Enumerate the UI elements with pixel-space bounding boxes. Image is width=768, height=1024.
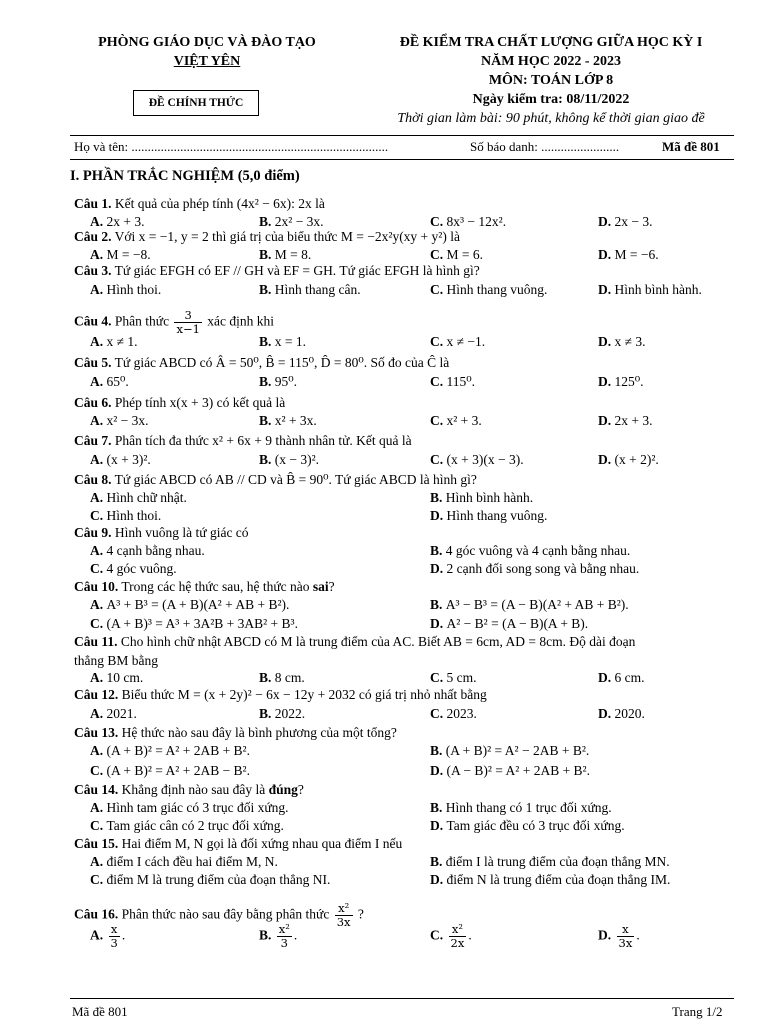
footer-page-number: Trang 1/2 bbox=[672, 1004, 723, 1019]
question-text: Phân thức bbox=[114, 313, 173, 329]
fraction-denominator: 3x bbox=[336, 915, 351, 929]
option-key: C. bbox=[430, 247, 447, 262]
option-key: D. bbox=[598, 247, 615, 262]
answer-option-d[interactable] bbox=[598, 247, 659, 263]
option-key: B. bbox=[259, 374, 275, 389]
option-text: 6 cm. bbox=[614, 670, 645, 685]
option-key: D. bbox=[598, 282, 615, 297]
answer-option-d[interactable] bbox=[430, 616, 588, 632]
option-key: B. bbox=[259, 706, 275, 721]
option-key: A. bbox=[90, 282, 107, 297]
option-text: 95⁰. bbox=[274, 374, 298, 389]
answer-option-a[interactable] bbox=[90, 597, 289, 613]
option-key: A. bbox=[90, 854, 107, 869]
option-key: A. bbox=[90, 543, 107, 558]
student-name-field: Họ và tên: ............................................................................... bbox=[74, 139, 389, 154]
option-text: x ≠ 3. bbox=[614, 334, 646, 349]
answer-option-d[interactable] bbox=[430, 818, 625, 834]
option-text: x² + 3x. bbox=[274, 413, 317, 428]
option-text: Hình chữ nhật. bbox=[106, 490, 187, 505]
option-key: A. bbox=[90, 334, 107, 349]
option-key: C. bbox=[430, 214, 447, 229]
option-key: D. bbox=[598, 452, 615, 467]
question-text: Hai điểm M, N gọi là đối xứng nhau qua điểm I nếu bbox=[121, 836, 403, 851]
option-text: 2023. bbox=[446, 706, 477, 721]
district-name: VIỆT YÊN bbox=[173, 54, 241, 69]
option-text: M = 6. bbox=[446, 247, 483, 262]
student-info-row bbox=[74, 139, 734, 157]
option-text: M = −8. bbox=[106, 247, 151, 262]
option-text: A³ − B³ = (A − B)(A² + AB + B²). bbox=[445, 597, 629, 612]
option-text: 2021. bbox=[106, 706, 137, 721]
question-label: Câu 12. bbox=[74, 687, 119, 702]
option-key: C. bbox=[430, 670, 447, 685]
question-text: Kết quả của phép tính (4x² − 6x): 2x là bbox=[114, 196, 325, 211]
question-label: Câu 1. bbox=[74, 196, 112, 211]
answer-option-b[interactable] bbox=[259, 670, 305, 686]
question-label: Câu 8. bbox=[74, 472, 112, 487]
option-key: C. bbox=[90, 763, 107, 778]
question-label: Câu 6. bbox=[74, 395, 112, 410]
answer-option-b[interactable]: B. $\frac{\text{x²}}{3}$ . bbox=[259, 922, 298, 950]
option-text: Hình bình hành. bbox=[445, 490, 534, 505]
answer-option-b[interactable] bbox=[259, 374, 297, 390]
option-key: A. bbox=[90, 927, 107, 943]
option-key: B. bbox=[430, 800, 446, 815]
option-text: Hình thoi. bbox=[106, 508, 162, 523]
answer-option-d[interactable] bbox=[430, 508, 547, 524]
option-key: B. bbox=[259, 413, 275, 428]
option-text: x ≠ 1. bbox=[106, 334, 138, 349]
option-text: Hình thang vuông. bbox=[446, 282, 548, 297]
info-divider bbox=[70, 159, 734, 160]
question-stem bbox=[74, 725, 734, 741]
option-text: M = 8. bbox=[274, 247, 312, 262]
option-key: C. bbox=[90, 616, 107, 631]
option-text: 2x + 3. bbox=[614, 413, 653, 428]
option-text: Tam giác cân có 2 trục đối xứng. bbox=[106, 818, 284, 833]
exam-duration: Thời gian làm bài: 90 phút, không kể thời gian giao đề bbox=[397, 111, 705, 126]
option-key: B. bbox=[430, 854, 446, 869]
fraction-denominator: 3 bbox=[277, 936, 292, 950]
option-text: (x + 3)(x − 3). bbox=[446, 452, 524, 467]
answer-option-b[interactable] bbox=[259, 706, 305, 722]
option-text: 2x − 3. bbox=[614, 214, 653, 229]
option-fraction bbox=[277, 923, 292, 950]
answer-option-d[interactable] bbox=[598, 374, 644, 390]
question-text: Tứ giác ABCD có AB // CD và B̂ = 90⁰. Tứ giác ABCD là hình gì? bbox=[114, 472, 477, 487]
footer-divider bbox=[70, 998, 734, 999]
option-text: 2022. bbox=[274, 706, 306, 721]
answer-option-c[interactable] bbox=[90, 872, 330, 888]
answer-option-c[interactable] bbox=[90, 763, 250, 779]
answer-option-c[interactable] bbox=[430, 334, 485, 350]
school-year: NĂM HỌC 2022 - 2023 bbox=[481, 54, 621, 69]
answer-option-a[interactable]: A. $\frac{x}{3}$ . bbox=[90, 922, 126, 950]
answer-option-b[interactable] bbox=[259, 452, 319, 468]
option-text: M = −6. bbox=[614, 247, 659, 262]
option-key: C. bbox=[90, 561, 107, 576]
answer-option-b[interactable] bbox=[259, 282, 361, 298]
question-text: Biểu thức M = (x + 2y)² − 6x − 12y + 2032 có giá trị nhỏ nhất bằng bbox=[121, 687, 487, 702]
option-text: 8x³ − 12x². bbox=[446, 214, 507, 229]
answer-option-d[interactable] bbox=[598, 334, 646, 350]
answer-option-a[interactable] bbox=[90, 374, 129, 390]
option-key: C. bbox=[430, 374, 447, 389]
answer-option-b[interactable] bbox=[430, 743, 589, 759]
option-fraction bbox=[617, 923, 635, 950]
question-stem bbox=[74, 525, 734, 541]
question-text-end: ? bbox=[328, 579, 335, 594]
answer-option-b[interactable] bbox=[430, 854, 670, 870]
question-stem bbox=[74, 472, 734, 488]
answer-option-a[interactable] bbox=[90, 706, 137, 722]
option-text: 10 cm. bbox=[106, 670, 144, 685]
option-key: A. bbox=[90, 214, 107, 229]
option-key: B. bbox=[430, 597, 446, 612]
fraction-denominator: 2x bbox=[450, 936, 465, 950]
question-emphasis: đúng bbox=[268, 782, 298, 797]
question-stem bbox=[74, 634, 734, 650]
question-text: Tứ giác ABCD có Â = 50⁰, B̂ = 115⁰, D̂ = 80⁰. Số đo của Ĉ là bbox=[114, 355, 450, 370]
option-text: 65⁰. bbox=[106, 374, 129, 389]
option-text: 125⁰. bbox=[614, 374, 644, 389]
question-fraction bbox=[174, 309, 201, 336]
question-stem-continued: thẳng BM bằng bbox=[74, 653, 158, 668]
option-fraction bbox=[109, 923, 120, 950]
question-stem bbox=[74, 309, 734, 336]
answer-option-a[interactable] bbox=[90, 743, 250, 759]
option-text: (x + 2)². bbox=[614, 452, 659, 467]
option-key: A. bbox=[90, 597, 107, 612]
option-key: A. bbox=[90, 374, 107, 389]
question-label: Câu 14. bbox=[74, 782, 119, 797]
option-key: B. bbox=[259, 670, 275, 685]
department-header bbox=[68, 33, 346, 71]
question-text: Hệ thức nào sau đây là bình phương của một tổng? bbox=[121, 725, 397, 740]
question-stem bbox=[74, 836, 734, 852]
option-text: Hình thoi. bbox=[106, 282, 162, 297]
question-stem bbox=[74, 687, 734, 703]
footer-exam-code: Mã đề 801 bbox=[72, 1004, 128, 1019]
option-text: 5 cm. bbox=[446, 670, 477, 685]
option-key: C. bbox=[430, 452, 447, 467]
fraction-numerator: 3 bbox=[184, 308, 192, 322]
answer-option-d[interactable]: D. $\frac{x}{3x}$ . bbox=[598, 922, 640, 950]
fraction-numerator: x bbox=[622, 922, 629, 936]
question-text: Hình vuông là tứ giác có bbox=[114, 525, 249, 540]
question-text: Phép tính x(x + 3) có kết quả là bbox=[114, 395, 286, 410]
answer-option-c[interactable] bbox=[430, 247, 483, 263]
option-key: B. bbox=[430, 743, 446, 758]
answer-option-c[interactable] bbox=[430, 214, 506, 230]
question-stem bbox=[74, 196, 734, 212]
option-text: x ≠ −1. bbox=[446, 334, 486, 349]
fraction-denominator: x−1 bbox=[176, 322, 200, 336]
option-text: Hình bình hành. bbox=[614, 282, 702, 297]
question-stem bbox=[74, 229, 734, 245]
option-key: A. bbox=[90, 706, 107, 721]
option-key: D. bbox=[598, 413, 615, 428]
option-key: B. bbox=[430, 490, 446, 505]
answer-option-c[interactable] bbox=[90, 561, 177, 577]
answer-option-a[interactable] bbox=[90, 490, 187, 506]
fraction-denominator: 3x bbox=[618, 936, 633, 950]
option-key: C. bbox=[430, 334, 447, 349]
option-key: D. bbox=[430, 872, 447, 887]
question-label: Câu 5. bbox=[74, 355, 112, 370]
answer-option-d[interactable] bbox=[430, 763, 590, 779]
answer-option-a[interactable] bbox=[90, 670, 143, 686]
option-key: D. bbox=[598, 214, 615, 229]
answer-option-b[interactable] bbox=[430, 543, 630, 559]
answer-option-b[interactable] bbox=[259, 413, 317, 429]
answer-option-c[interactable] bbox=[430, 706, 477, 722]
answer-option-a[interactable] bbox=[90, 854, 278, 870]
question-label: Câu 16. bbox=[74, 906, 119, 922]
question-label: Câu 13. bbox=[74, 725, 119, 740]
question-text: Phân thức nào sau đây bằng phân thức bbox=[121, 906, 333, 922]
option-key: C. bbox=[430, 927, 447, 943]
answer-option-a[interactable] bbox=[90, 214, 145, 230]
department-name: PHÒNG GIÁO DỤC VÀ ĐÀO TẠO bbox=[98, 35, 316, 50]
answer-option-b[interactable] bbox=[430, 800, 612, 816]
option-text: x² − 3x. bbox=[106, 413, 149, 428]
answer-option-c[interactable] bbox=[430, 282, 547, 298]
option-text: điểm N là trung điểm của đoạn thẳng IM. bbox=[446, 872, 671, 887]
option-text: 2x + 3. bbox=[106, 214, 145, 229]
option-text: A² − B² = (A − B)(A + B). bbox=[446, 616, 589, 631]
answer-option-d[interactable] bbox=[598, 706, 645, 722]
fraction-denominator: 3 bbox=[110, 936, 118, 950]
option-text: 4 cạnh bằng nhau. bbox=[106, 543, 205, 558]
answer-option-d[interactable] bbox=[598, 214, 653, 230]
option-text: 115⁰. bbox=[446, 374, 476, 389]
option-key: A. bbox=[90, 490, 107, 505]
question-fraction bbox=[335, 902, 353, 929]
option-key: B. bbox=[259, 452, 275, 467]
option-key: A. bbox=[90, 743, 107, 758]
option-text: 2 cạnh đối song song và bằng nhau. bbox=[446, 561, 640, 576]
answer-option-c[interactable] bbox=[90, 818, 284, 834]
option-text: (A + B)² = A² − 2AB + B². bbox=[445, 743, 590, 758]
fraction-numerator: x² bbox=[451, 922, 463, 936]
option-text: Hình thang vuông. bbox=[446, 508, 548, 523]
option-text: 2x² − 3x. bbox=[274, 214, 324, 229]
option-text: x² + 3. bbox=[446, 413, 482, 428]
option-key: B. bbox=[259, 247, 275, 262]
option-key: A. bbox=[90, 413, 107, 428]
option-key: A. bbox=[90, 452, 107, 467]
option-key: C. bbox=[90, 872, 107, 887]
answer-option-b[interactable] bbox=[259, 247, 311, 263]
answer-option-d[interactable] bbox=[598, 413, 653, 429]
question-text-end: xác định khi bbox=[203, 313, 275, 329]
fraction-numerator: x² bbox=[338, 901, 350, 915]
option-text: x = 1. bbox=[274, 334, 307, 349]
exam-code: Mã đề 801 bbox=[662, 139, 720, 154]
answer-option-d[interactable] bbox=[430, 561, 639, 577]
option-key: D. bbox=[598, 706, 615, 721]
fraction-numerator: x² bbox=[278, 922, 290, 936]
exam-title: ĐỀ KIỂM TRA CHẤT LƯỢNG GIỮA HỌC KỲ I bbox=[399, 35, 703, 50]
answer-option-c[interactable] bbox=[90, 616, 298, 632]
option-text: điểm M là trung điểm của đoạn thẳng NI. bbox=[106, 872, 331, 887]
answer-option-c[interactable] bbox=[430, 670, 477, 686]
option-text: (A + B)² = A² + 2AB − B². bbox=[106, 763, 250, 778]
option-key: B. bbox=[430, 543, 446, 558]
option-key: C. bbox=[90, 508, 107, 523]
question-emphasis: sai bbox=[312, 579, 329, 594]
answer-option-c[interactable] bbox=[90, 508, 161, 524]
option-key: C. bbox=[430, 706, 447, 721]
option-key: A. bbox=[90, 247, 107, 262]
student-id-field: Số báo danh: ........................ bbox=[470, 139, 620, 154]
official-stamp-box: ĐỀ CHÍNH THỨC bbox=[133, 90, 259, 116]
question-label: Câu 11. bbox=[74, 634, 118, 649]
option-key: A. bbox=[90, 670, 107, 685]
option-key: B. bbox=[259, 214, 275, 229]
question-label: Câu 2. bbox=[74, 229, 112, 244]
option-text: Hình tam giác có 3 trục đối xứng. bbox=[106, 800, 289, 815]
answer-option-a[interactable] bbox=[90, 543, 205, 559]
question-label: Câu 7. bbox=[74, 433, 112, 448]
answer-option-a[interactable] bbox=[90, 800, 289, 816]
question-text: Tứ giác EFGH có EF // GH và EF = GH. Tứ giác EFGH là hình gì? bbox=[114, 263, 480, 278]
option-text: 4 góc vuông và 4 cạnh bằng nhau. bbox=[445, 543, 631, 558]
option-key: D. bbox=[430, 508, 447, 523]
option-text: điểm I là trung điểm của đoạn thẳng MN. bbox=[445, 854, 670, 869]
option-key: B. bbox=[259, 282, 275, 297]
question-label: Câu 4. bbox=[74, 313, 112, 329]
option-text: điểm I cách đều hai điểm M, N. bbox=[106, 854, 278, 869]
exam-date: Ngày kiểm tra: 08/11/2022 bbox=[472, 92, 630, 107]
question-label: Câu 10. bbox=[74, 579, 119, 594]
question-text: Trong các hệ thức sau, hệ thức nào bbox=[121, 579, 313, 594]
question-label: Câu 15. bbox=[74, 836, 119, 851]
answer-option-d[interactable] bbox=[598, 452, 659, 468]
option-text: (x − 3)². bbox=[274, 452, 320, 467]
question-text-end: ? bbox=[354, 906, 364, 922]
option-key: A. bbox=[90, 800, 107, 815]
option-text: (A − B)² = A² + 2AB + B². bbox=[446, 763, 590, 778]
question-text: Khẳng định nào sau đây là bbox=[121, 782, 269, 797]
answer-option-b[interactable] bbox=[430, 597, 629, 613]
option-key: D. bbox=[430, 561, 447, 576]
subject: MÔN: TOÁN LỚP 8 bbox=[488, 73, 614, 88]
answer-option-c[interactable] bbox=[430, 413, 482, 429]
option-text: (x + 3)². bbox=[106, 452, 151, 467]
option-text: Tam giác đều có 3 trục đối xứng. bbox=[446, 818, 625, 833]
question-text: Với x = −1, y = 2 thì giá trị của biểu thức M = −2x²y(xy + y²) là bbox=[114, 229, 460, 244]
option-key: D. bbox=[598, 374, 615, 389]
answer-option-d[interactable] bbox=[430, 872, 670, 888]
question-stem bbox=[74, 395, 734, 411]
question-text: Phân tích đa thức x² + 6x + 9 thành nhân tử. Kết quả là bbox=[114, 433, 412, 448]
answer-option-a[interactable] bbox=[90, 413, 149, 429]
answer-option-c[interactable] bbox=[430, 452, 524, 468]
section-title: I. PHẦN TRẮC NGHIỆM (5,0 điểm) bbox=[70, 168, 300, 184]
option-key: D. bbox=[430, 616, 447, 631]
answer-option-b[interactable] bbox=[259, 214, 324, 230]
option-key: C. bbox=[430, 413, 447, 428]
answer-option-d[interactable] bbox=[598, 670, 645, 686]
answer-option-a[interactable] bbox=[90, 247, 151, 263]
answer-option-a[interactable] bbox=[90, 452, 151, 468]
question-stem bbox=[74, 782, 734, 798]
option-fraction bbox=[449, 923, 467, 950]
option-text: 4 góc vuông. bbox=[106, 561, 177, 576]
option-key: D. bbox=[430, 763, 447, 778]
question-stem bbox=[74, 355, 734, 371]
option-text: A³ + B³ = (A + B)(A² + AB + B²). bbox=[106, 597, 290, 612]
option-key: C. bbox=[90, 818, 107, 833]
option-text: 2020. bbox=[614, 706, 645, 721]
option-text: Hình thang cân. bbox=[274, 282, 361, 297]
answer-option-a[interactable] bbox=[90, 282, 161, 298]
option-key: C. bbox=[430, 282, 447, 297]
top-divider bbox=[70, 135, 734, 136]
option-key: D. bbox=[598, 927, 615, 943]
question-text: Cho hình chữ nhật ABCD có M là trung điểm của AC. Biết AB = 6cm, AD = 8cm. Độ dài đoạn bbox=[120, 634, 636, 649]
option-text: (A + B)³ = A³ + 3A²B + 3AB² + B³. bbox=[106, 616, 298, 631]
option-text: (A + B)² = A² + 2AB + B². bbox=[106, 743, 250, 758]
option-key: D. bbox=[430, 818, 447, 833]
option-key: B. bbox=[259, 334, 275, 349]
option-key: B. bbox=[259, 927, 275, 943]
question-stem bbox=[74, 579, 734, 595]
answer-option-b[interactable] bbox=[430, 490, 533, 506]
answer-option-c[interactable] bbox=[430, 374, 475, 390]
question-text-end: ? bbox=[297, 782, 304, 797]
question-stem bbox=[74, 433, 734, 449]
answer-option-c[interactable]: C. $\frac{\text{x²}}{2x}$ . bbox=[430, 922, 472, 950]
question-label: Câu 3. bbox=[74, 263, 112, 278]
question-stem bbox=[74, 263, 734, 279]
exam-header bbox=[346, 33, 756, 128]
option-text: Hình thang có 1 trục đối xứng. bbox=[445, 800, 612, 815]
option-key: D. bbox=[598, 670, 615, 685]
question-label: Câu 9. bbox=[74, 525, 112, 540]
option-key: D. bbox=[598, 334, 615, 349]
answer-option-d[interactable] bbox=[598, 282, 702, 298]
answer-option-b[interactable] bbox=[259, 334, 306, 350]
option-text: 8 cm. bbox=[274, 670, 305, 685]
answer-option-a[interactable] bbox=[90, 334, 138, 350]
fraction-numerator: x bbox=[110, 922, 118, 936]
